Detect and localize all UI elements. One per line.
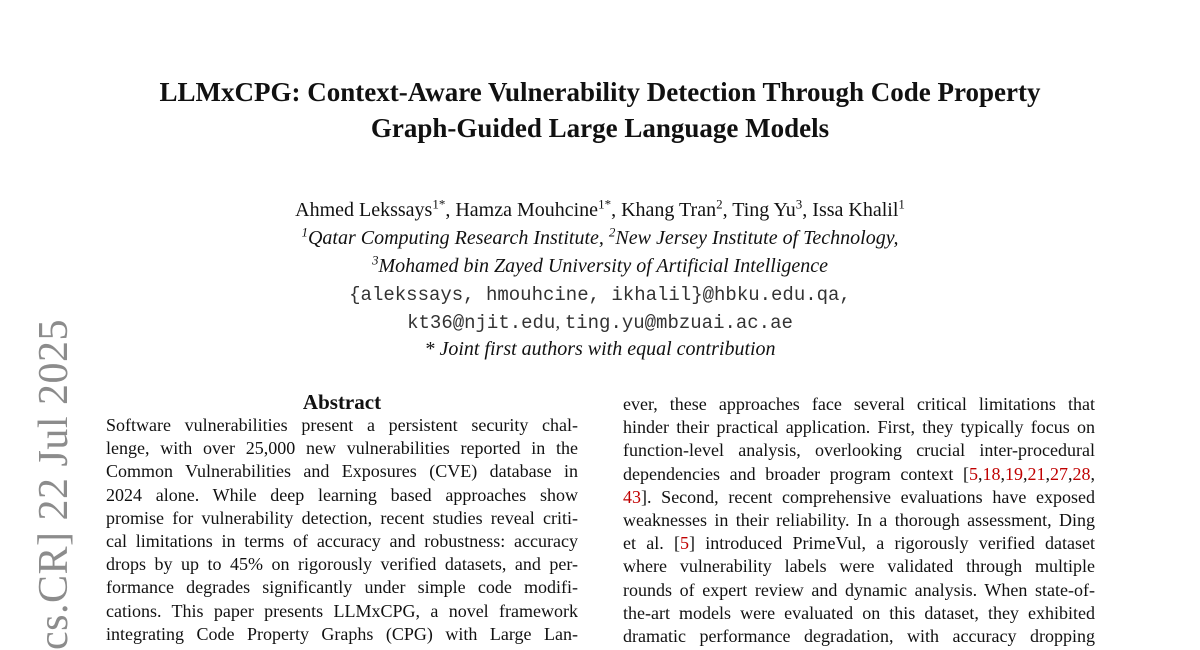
body-line: function-level analysis, overlooking crucial inter-procedural (623, 440, 1095, 461)
author-affil-mark: 1* (598, 196, 612, 212)
affiliation-name: Qatar Computing Research Institute, (307, 227, 604, 249)
author-emails (0, 282, 1200, 337)
abstract-line: integrating Code Property Graphs (CPG) with Large Lan- (106, 623, 578, 644)
citation-link[interactable]: 19 (1005, 463, 1023, 484)
body-line: weaknesses in their reliability. In a thorough assessment, Ding (623, 510, 1095, 531)
citation-link[interactable]: 28 (1072, 463, 1091, 484)
body-text: ] introduced PrimeVul, a rigorously verified dataset (689, 533, 1095, 554)
email-link[interactable]: kt36@njit.edu (407, 312, 556, 334)
author-affil-mark: 1 (898, 196, 905, 212)
email-link[interactable]: ting.yu@mbzuai.ac.ae (564, 312, 793, 334)
affil-mark: 3 (371, 252, 379, 268)
citation-link[interactable]: 27 (1050, 463, 1068, 484)
paper-title (0, 74, 1200, 146)
body-line (623, 486, 1095, 509)
affil-mark: 1 (301, 224, 308, 240)
affiliation-line-1 (0, 224, 1200, 252)
author-affil-mark: 1* (432, 196, 446, 212)
body-line: dramatic performance degradation, with accuracy dropping (623, 626, 1095, 647)
body-line: the-art models were evaluated on this dataset, they exhibited (623, 602, 1095, 623)
abstract-line: Software vulnerabilities present a persistent security chal- (106, 415, 578, 435)
author-name: Ting Yu (732, 199, 796, 221)
citation-link[interactable]: 18 (982, 463, 1001, 484)
affiliation-name: Mohamed bin Zayed University of Artificial Intelligence (378, 255, 829, 277)
abstract-line: Common Vulnerabilities and Exposures (CVE) database in (106, 461, 578, 482)
citation-link[interactable]: 5 (969, 463, 978, 484)
citation-link[interactable]: 5 (680, 533, 690, 554)
email-line-1: {alekssays, hmouhcine, ikhalil}@hbku.edu.qa, (349, 284, 851, 306)
body-line: dependencies and broader program context [5,18,19,21,27,28, (623, 463, 1095, 484)
author-name: Ahmed Lekssays (295, 199, 433, 221)
citation-link[interactable]: 21 (1027, 463, 1046, 484)
arxiv-stamp-text: cs.CR] 22 Jul 2025 (31, 318, 77, 650)
affiliation-name: New Jersey Institute of Technology, (615, 227, 899, 249)
author-name: Issa Khalil (812, 199, 899, 221)
abstract-line: cations. This paper presents LLMxCPG, a novel framework (106, 600, 578, 621)
abstract-line: formance degrades significantly under simple code modifi- (106, 577, 578, 598)
body-text: et al. [ (623, 533, 681, 554)
author-name: Khang Tran (621, 199, 717, 221)
intro-body (623, 393, 1095, 648)
author-name: Hamza Mouhcine (455, 199, 599, 221)
affiliations (0, 224, 1200, 280)
body-line: rounds of expert review and dynamic analysis. When state-of- (623, 579, 1095, 600)
abstract-line: cal limitations in terms of accuracy and robustness: accuracy (106, 531, 578, 552)
body-line: ever, these approaches face several critical limitations that (623, 394, 1095, 414)
abstract-heading: Abstract (302, 390, 382, 414)
title-line-1: LLMxCPG: Context-Aware Vulnerability Detection Through Code Property (159, 77, 1041, 107)
email-line-2: kt36@njit.edu, ting.yu@mbzuai.ac.ae (407, 312, 793, 334)
author-list: Ahmed Lekssays$^{1*}$, Hamza Mouhcine$^{1*}$, Khang Tran$^2$, Ting Yu$^3$, Issa Khalil$^1$ (295, 196, 905, 221)
abstract-body (106, 414, 578, 646)
abstract-line: drops by up to 45% on rigorously verified datasets, and per- (106, 554, 578, 575)
affil-mark: 2 (608, 224, 616, 240)
author-affil-mark: 3 (795, 196, 803, 212)
abstract-line: promise for vulnerability detection, recent studies reveal criti- (106, 507, 578, 528)
joint-first-author-note: * Joint first authors with equal contribution (424, 338, 776, 360)
body-line: hinder their practical application. First, they typically focus on (623, 417, 1095, 438)
body-line: where vulnerability labels were validated through multiple (623, 556, 1095, 577)
abstract-line: lenge, with over 25,000 new vulnerabilities reported in the (106, 438, 578, 459)
body-line (623, 532, 1095, 555)
title-line-2: Graph-Guided Large Language Models (370, 113, 830, 143)
abstract-line: 2024 alone. While deep learning based approaches show (106, 484, 578, 505)
author-affil-mark: 2 (716, 196, 723, 212)
affiliation-line-2 (0, 252, 1200, 280)
body-text: dependencies and broader program context [ (623, 463, 969, 484)
citation-link[interactable]: 43 (623, 486, 641, 507)
body-text: ]. Second, recent comprehensive evaluations have exposed (641, 486, 1095, 507)
